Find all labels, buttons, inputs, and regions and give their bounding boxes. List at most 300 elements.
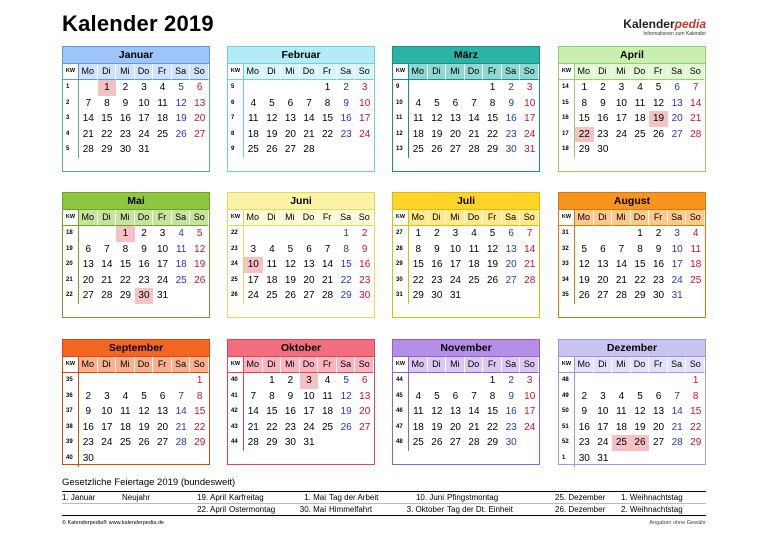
day-cell: 25 [175, 274, 187, 286]
weekday-header: Di [98, 64, 117, 80]
week-number: 34 [559, 273, 575, 289]
day-cell: 19 [266, 128, 278, 140]
day-cell: 25 [634, 128, 646, 140]
day-cell: 22 [487, 128, 499, 140]
day-cell: 21 [690, 113, 702, 125]
day-cell: 9 [581, 406, 588, 418]
day-cell: 18 [119, 421, 131, 433]
day-cell: 7 [324, 243, 331, 255]
day-cell [116, 451, 135, 467]
day-cell: 13 [359, 390, 371, 402]
day-cell: 1 [415, 228, 422, 239]
weekday-header: Di [263, 64, 282, 80]
day-cell: 16 [578, 421, 590, 433]
holiday-date: 22. April [197, 505, 226, 514]
day-cell [79, 373, 98, 389]
day-cell [668, 451, 687, 467]
day-cell: 3 [600, 390, 606, 402]
week-number: 25 [228, 273, 244, 289]
weekday-header: Fr [153, 210, 172, 226]
day-cell: 16 [82, 421, 94, 433]
day-cell: 3 [618, 82, 625, 93]
day-cell: 7 [674, 390, 680, 402]
day-cell: 9 [655, 243, 662, 255]
day-cell: 28 [615, 290, 627, 302]
day-cell: 31 [597, 452, 609, 464]
day-cell: 20 [671, 113, 683, 125]
month-block [392, 339, 540, 465]
day-cell: 18 [322, 406, 334, 418]
day-cell: 25 [157, 128, 169, 140]
week-number: 26 [228, 288, 244, 304]
day-cell: 13 [284, 113, 296, 125]
day-cell: 3 [250, 243, 257, 255]
day-cell: 18 [412, 128, 424, 140]
day-cell: 28 [690, 128, 702, 140]
day-cell [446, 80, 465, 96]
weekday-header: Fr [649, 357, 668, 373]
day-cell: 23 [505, 421, 517, 433]
weekday-header: Do [135, 210, 154, 226]
day-cell [337, 142, 356, 158]
week-number: 1 [559, 451, 575, 467]
weekday-header: Mo [244, 210, 263, 226]
day-cell: 17 [247, 274, 259, 286]
day-cell: 6 [600, 243, 606, 255]
week-number: 24 [228, 257, 244, 273]
weekday-header: Sa [668, 210, 687, 226]
week-number: 49 [559, 389, 575, 405]
weekday-header: Do [631, 357, 650, 373]
day-cell [172, 288, 191, 304]
day-cell: 14 [468, 113, 480, 125]
month-days-grid [228, 64, 374, 158]
week-number: 22 [63, 288, 79, 304]
day-cell: 8 [104, 97, 110, 109]
day-cell: 4 [324, 375, 331, 386]
day-cell: 13 [653, 406, 665, 418]
day-cell: 4 [471, 228, 477, 239]
holiday-name: Pfingstmontag [447, 493, 499, 502]
day-cell: 23 [431, 274, 443, 286]
day-cell: 31 [671, 290, 683, 302]
day-cell: 30 [597, 144, 609, 156]
weekday-header: So [355, 210, 374, 226]
day-cell: 31 [524, 144, 536, 156]
day-cell: 9 [287, 390, 294, 402]
holidays-row [62, 492, 706, 504]
day-cell: 21 [671, 421, 683, 433]
day-cell: 10 [597, 406, 609, 418]
day-cell: 15 [266, 406, 278, 418]
holiday-name: 1. Weihnachtstag [621, 493, 683, 502]
week-number: 18 [63, 226, 79, 242]
week-number: 9 [393, 80, 409, 96]
day-cell: 3 [674, 228, 680, 239]
day-cell: 1 [489, 82, 496, 93]
day-cell: 27 [449, 437, 461, 449]
day-cell: 1 [324, 82, 331, 93]
day-cell: 1 [343, 228, 349, 239]
day-cell: 15 [487, 113, 499, 125]
week-number: 44 [228, 435, 244, 451]
day-cell: 1 [581, 82, 588, 93]
holiday-date: 25. Dezember [555, 493, 606, 502]
week-number: 35 [63, 373, 79, 389]
day-cell: 16 [138, 259, 150, 271]
month-block [558, 46, 706, 172]
weekday-header: Di [428, 64, 447, 80]
day-cell [172, 373, 191, 389]
day-cell: 5 [637, 390, 643, 402]
day-cell: 20 [82, 274, 94, 286]
day-cell [135, 451, 154, 467]
day-cell: 22 [575, 127, 594, 143]
day-cell: 11 [248, 113, 259, 125]
day-cell: 22 [340, 274, 352, 286]
month-days-grid [559, 64, 705, 158]
day-cell: 15 [487, 406, 499, 418]
day-cell: 10 [615, 97, 627, 109]
week-number: 15 [559, 96, 575, 112]
day-cell: 26 [194, 274, 206, 286]
day-cell: 27 [505, 274, 517, 286]
day-cell: 8 [122, 243, 129, 255]
day-cell [446, 373, 465, 389]
day-cell [575, 226, 594, 242]
day-cell: 17 [138, 113, 150, 125]
day-cell: 29 [340, 290, 352, 302]
day-cell: 14 [524, 243, 536, 255]
day-cell: 10 [524, 97, 536, 109]
weekday-header: Mi [446, 64, 465, 80]
day-cell: 6 [452, 97, 459, 109]
day-cell: 19 [431, 421, 443, 433]
day-cell: 2 [141, 228, 147, 239]
day-cell: 29 [119, 290, 131, 302]
month-name: November [393, 340, 539, 357]
day-cell [428, 373, 447, 389]
day-cell [668, 373, 687, 389]
day-cell: 28 [82, 144, 94, 156]
month-days-grid [63, 64, 209, 158]
day-cell [135, 373, 154, 389]
holiday-date [62, 504, 122, 515]
week-number: 8 [228, 127, 244, 143]
day-cell: 28 [468, 437, 480, 449]
day-cell: 31 [303, 437, 315, 449]
day-cell: 27 [82, 290, 94, 302]
weekday-header: Di [98, 210, 117, 226]
day-cell: 1 [98, 80, 117, 96]
day-cell: 12 [431, 113, 443, 125]
week-number: 47 [393, 420, 409, 436]
day-cell: 19 [487, 259, 499, 271]
day-cell: 17 [615, 113, 627, 125]
week-number: 5 [63, 142, 79, 158]
day-cell: 21 [524, 259, 536, 271]
day-cell: 11 [690, 243, 701, 255]
weekday-header: Sa [502, 210, 521, 226]
disclaimer-text: Angaben ohne Gewähr [649, 520, 706, 526]
day-cell: 20 [157, 421, 169, 433]
day-cell: 20 [449, 421, 461, 433]
day-cell: 8 [269, 390, 275, 402]
day-cell: 5 [287, 243, 294, 255]
week-number: 21 [63, 273, 79, 289]
weekday-header: Mi [281, 64, 300, 80]
day-cell: 20 [653, 421, 665, 433]
weekday-header: Do [300, 357, 319, 373]
day-cell: 19 [284, 274, 296, 286]
weekday-header: Mi [446, 357, 465, 373]
day-cell [502, 288, 521, 304]
weekday-header: Fr [318, 210, 337, 226]
day-cell: 10 [524, 390, 536, 402]
day-cell: 1 [116, 226, 135, 242]
day-cell: 8 [581, 97, 588, 109]
holiday-name: Tag der Arbeit [329, 493, 379, 502]
month-days-grid [63, 357, 209, 467]
day-cell: 4 [269, 243, 275, 255]
day-cell: 2 [600, 82, 606, 93]
day-cell [244, 373, 263, 389]
day-cell: 17 [157, 259, 169, 271]
day-cell: 26 [266, 144, 278, 156]
day-cell: 7 [306, 97, 312, 109]
day-cell [116, 373, 135, 389]
day-cell: 4 [415, 390, 422, 402]
month-block [62, 192, 210, 318]
day-cell: 20 [303, 274, 315, 286]
day-cell: 8 [489, 97, 496, 109]
day-cell: 24 [524, 128, 536, 140]
day-cell: 27 [194, 128, 206, 140]
week-number: 9 [228, 142, 244, 158]
weekday-header: Mi [116, 64, 135, 80]
week-number: 3 [63, 111, 79, 127]
week-number: 45 [393, 389, 409, 405]
day-cell [520, 288, 539, 304]
day-cell: 11 [413, 113, 424, 125]
month-days-grid [228, 357, 374, 451]
week-number: 18 [559, 142, 575, 158]
day-cell [612, 373, 631, 389]
day-cell: 8 [415, 243, 422, 255]
day-cell: 16 [597, 113, 609, 125]
day-cell: 13 [157, 406, 169, 418]
day-cell: 12 [194, 243, 206, 255]
day-cell: 29 [487, 437, 499, 449]
month-block [392, 192, 540, 318]
month-block [558, 192, 706, 318]
day-cell: 3 [159, 228, 166, 239]
day-cell: 21 [175, 421, 187, 433]
day-cell: 11 [468, 243, 480, 255]
week-number: 16 [559, 111, 575, 127]
weekday-header: Mo [575, 357, 594, 373]
day-cell: 20 [505, 259, 517, 271]
page-title: Kalender 2019 [62, 11, 214, 36]
day-cell: 13 [303, 259, 315, 271]
day-cell: 14 [247, 406, 259, 418]
day-cell [79, 226, 98, 242]
day-cell: 14 [468, 406, 480, 418]
kw-header: KW [559, 64, 575, 80]
day-cell: 20 [597, 274, 609, 286]
day-cell: 25 [247, 144, 259, 156]
day-cell: 28 [247, 437, 259, 449]
day-cell: 30 [135, 288, 154, 304]
week-number: 1 [63, 80, 79, 96]
day-cell [300, 80, 319, 96]
month-block [558, 339, 706, 465]
weekday-header: Di [98, 357, 117, 373]
day-cell: 10 [138, 97, 150, 109]
month-days-grid [393, 357, 539, 451]
day-cell: 15 [322, 113, 334, 125]
day-cell: 18 [690, 259, 702, 271]
day-cell: 16 [359, 259, 371, 271]
week-number: 35 [559, 288, 575, 304]
day-cell: 31 [138, 144, 150, 156]
week-number: 46 [393, 404, 409, 420]
month-name: April [559, 47, 705, 64]
week-number: 12 [393, 127, 409, 143]
day-cell: 21 [247, 421, 259, 433]
brand-name-a: Kalender [623, 17, 675, 31]
weekday-header: Fr [153, 64, 172, 80]
day-cell [98, 373, 117, 389]
day-cell: 10 [244, 257, 263, 273]
day-cell: 15 [194, 406, 206, 418]
day-cell: 16 [284, 406, 296, 418]
day-cell: 17 [597, 421, 609, 433]
day-cell: 7 [692, 82, 699, 93]
day-cell: 21 [101, 274, 113, 286]
weekday-header: So [355, 64, 374, 80]
week-number: 14 [559, 80, 575, 96]
holiday-date: 1. Mai [304, 493, 326, 502]
day-cell: 8 [637, 243, 643, 255]
weekday-header: Mo [79, 210, 98, 226]
holiday-name: Ostermontag [229, 505, 276, 514]
weekday-header: Mo [79, 64, 98, 80]
week-number: 38 [63, 420, 79, 436]
day-cell: 6 [508, 228, 514, 239]
day-cell: 16 [505, 113, 517, 125]
footer [62, 520, 706, 526]
day-cell: 27 [449, 144, 461, 156]
day-cell [520, 435, 539, 451]
day-cell: 5 [581, 243, 588, 255]
day-cell: 25 [322, 421, 334, 433]
weekday-header: Do [631, 210, 650, 226]
day-cell: 21 [82, 128, 94, 140]
day-cell: 15 [340, 259, 352, 271]
day-cell [465, 80, 484, 96]
day-cell: 13 [671, 97, 683, 109]
month-name: Dezember [559, 340, 705, 357]
day-cell: 2 [361, 228, 368, 239]
day-cell [612, 226, 631, 242]
day-cell [355, 435, 374, 451]
day-cell [172, 142, 191, 158]
day-cell: 21 [468, 128, 480, 140]
day-cell: 13 [597, 259, 609, 271]
brand-tagline: Informationen zum Kalender [643, 31, 706, 37]
day-cell: 22 [634, 274, 646, 286]
day-cell: 19 [634, 421, 646, 433]
day-cell: 9 [600, 97, 606, 109]
day-cell: 30 [505, 144, 517, 156]
month-block [227, 192, 375, 318]
day-cell [631, 451, 650, 467]
day-cell [355, 142, 374, 158]
day-cell [612, 451, 631, 467]
day-cell: 22 [322, 128, 334, 140]
weekday-header: Di [594, 357, 613, 373]
weekday-header: Fr [649, 64, 668, 80]
day-cell: 18 [157, 113, 169, 125]
day-cell: 15 [634, 259, 646, 271]
weekday-header: Sa [668, 64, 687, 80]
weekday-header: Mi [446, 210, 465, 226]
weekday-header: Mo [409, 357, 428, 373]
day-cell: 16 [340, 113, 352, 125]
month-name: Mai [63, 193, 209, 210]
day-cell: 15 [412, 259, 424, 271]
day-cell: 2 [343, 82, 349, 93]
day-cell: 4 [159, 82, 166, 93]
day-cell [631, 142, 650, 158]
day-cell: 8 [343, 243, 349, 255]
day-cell: 20 [284, 128, 296, 140]
day-cell: 30 [359, 290, 371, 302]
day-cell: 25 [412, 437, 424, 449]
day-cell: 28 [322, 290, 334, 302]
day-cell [649, 373, 668, 389]
day-cell: 29 [412, 290, 424, 302]
day-cell: 16 [431, 259, 443, 271]
day-cell: 9 [508, 390, 514, 402]
month-name: Februar [228, 47, 374, 64]
day-cell: 12 [487, 243, 499, 255]
day-cell: 19 [175, 113, 187, 125]
day-cell: 21 [468, 421, 480, 433]
day-cell: 11 [634, 97, 646, 109]
day-cell: 19 [138, 421, 150, 433]
day-cell: 25 [468, 274, 480, 286]
month-days-grid [63, 210, 209, 304]
weekday-header: Mo [409, 210, 428, 226]
week-number: 31 [393, 288, 409, 304]
day-cell [190, 451, 209, 467]
month-block [227, 339, 375, 465]
day-cell [172, 451, 191, 467]
day-cell: 5 [655, 82, 662, 93]
day-cell: 4 [637, 82, 643, 93]
day-cell: 14 [690, 97, 702, 109]
day-cell: 18 [247, 128, 259, 140]
day-cell: 22 [487, 421, 499, 433]
weekday-header: Fr [483, 64, 502, 80]
day-cell: 5 [269, 97, 275, 109]
day-cell: 11 [175, 243, 187, 255]
day-cell [281, 226, 300, 242]
day-cell: 13 [449, 113, 461, 125]
day-cell: 12 [138, 406, 150, 418]
